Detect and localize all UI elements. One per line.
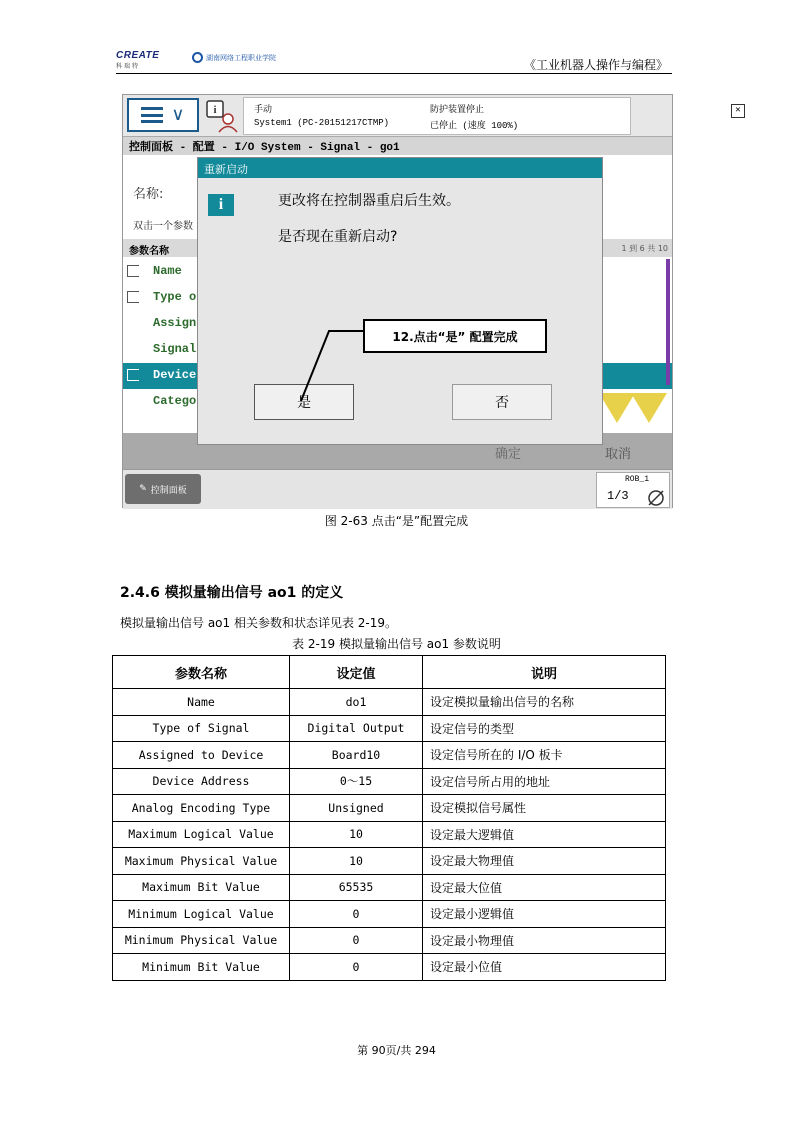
table-row (113, 954, 666, 981)
table-header: 说明 (423, 656, 666, 689)
status-bar (123, 95, 741, 137)
param-label: Type o (153, 290, 197, 304)
hint-text: 双击一个参数 (133, 221, 193, 232)
create-logo-sub: 科瑞特 (116, 63, 141, 70)
rob-fraction: 1/3 (607, 489, 629, 503)
scrollbar[interactable] (666, 259, 670, 385)
breadcrumb: 控制面板 - 配置 - I/O System - Signal - go1 (129, 142, 400, 154)
table-row (113, 874, 666, 901)
taskbar (123, 469, 672, 509)
param-name-cell: Maximum Physical Value (113, 848, 290, 875)
close-icon[interactable]: ✕ (731, 104, 745, 118)
param-label: Device (153, 368, 197, 382)
param-desc-cell: 设定信号所占用的地址 (423, 768, 666, 795)
param-name-cell: Maximum Bit Value (113, 874, 290, 901)
event-log-icon[interactable] (205, 99, 239, 133)
status-guard: 防护装置停止 (430, 105, 485, 115)
param-name-cell: Type of Signal (113, 715, 290, 742)
control-panel-task[interactable] (125, 474, 201, 504)
table-row (113, 901, 666, 928)
college-logo-text: 湖南网络工程职业学院 (206, 53, 276, 62)
ok-button[interactable]: 确定 (495, 447, 522, 462)
hamburger-icon (141, 107, 163, 123)
param-desc-cell: 设定最大位值 (423, 874, 666, 901)
info-icon: i (208, 194, 234, 216)
page-header (116, 44, 672, 74)
param-name-cell: Minimum Bit Value (113, 954, 290, 981)
param-desc-cell: 设定最小物理值 (423, 927, 666, 954)
quickset-button[interactable] (596, 472, 670, 508)
table-row (113, 689, 666, 716)
param-value-cell: Unsigned (290, 795, 423, 822)
param-value-cell: 10 (290, 848, 423, 875)
table-row (113, 821, 666, 848)
param-desc-cell: 设定最大逻辑值 (423, 821, 666, 848)
param-value-cell: 0 (290, 927, 423, 954)
param-desc-cell: 设定最小逻辑值 (423, 901, 666, 928)
param-label: Catego (153, 394, 197, 408)
param-icon (127, 369, 139, 381)
rob-label: ROB_1 (625, 475, 650, 484)
param-value-cell: do1 (290, 689, 423, 716)
param-desc-cell: 设定最小位值 (423, 954, 666, 981)
status-info (243, 97, 741, 135)
table-caption: 表 2-19 模拟量输出信号 ao1 参数说明 (292, 637, 501, 651)
table-row (113, 927, 666, 954)
param-icon (127, 291, 139, 303)
wrench-icon: ✎ (139, 484, 147, 494)
param-name-cell: Assigned to Device (113, 742, 290, 769)
param-label: Signal (153, 342, 197, 356)
create-logo (116, 50, 182, 70)
college-emblem-icon (192, 52, 203, 63)
dialog-title: 重新启动 (198, 158, 602, 178)
table-row (113, 715, 666, 742)
speed-icon (645, 487, 667, 507)
table-row (113, 768, 666, 795)
param-value-cell: Digital Output (290, 715, 423, 742)
param-value-cell: 65535 (290, 874, 423, 901)
figure-caption: 图 2-63 点击“是”配置完成 (324, 514, 469, 528)
param-desc-cell: 设定模拟量输出信号的名称 (423, 689, 666, 716)
cancel-button[interactable]: 取消 (605, 447, 632, 462)
param-name-cell: Minimum Physical Value (113, 927, 290, 954)
paragraph: 模拟量输出信号 ao1 相关参数和状态详见表 2-19。 (120, 616, 398, 630)
param-label: Name (153, 264, 182, 278)
param-desc-cell: 设定信号所在的 I/O 板卡 (423, 742, 666, 769)
control-panel-task-label: 控制面板 (150, 485, 187, 496)
scroll-down-icon[interactable] (599, 393, 635, 423)
table-header: 设定值 (290, 656, 423, 689)
yes-button[interactable]: 是 (254, 384, 354, 420)
table-row (113, 795, 666, 822)
parameter-table (112, 655, 666, 981)
table-header: 参数名称 (113, 656, 290, 689)
scroll-down-icon[interactable] (631, 393, 667, 423)
param-name-cell: Device Address (113, 768, 290, 795)
dialog-message-1: 更改将在控制器重启后生效。 (278, 193, 460, 209)
column-header-label: 参数名称 (129, 246, 169, 257)
callout-annotation: 12.点击“是” 配置完成 (363, 319, 547, 353)
table-row (113, 848, 666, 875)
table-header-row (113, 656, 666, 689)
param-name-cell: Minimum Logical Value (113, 901, 290, 928)
param-desc-cell: 设定最大物理值 (423, 848, 666, 875)
param-name-cell: Maximum Logical Value (113, 821, 290, 848)
section-title: 2.4.6 模拟量输出信号 ao1 的定义 (120, 585, 344, 601)
status-mode: 手动 (254, 105, 273, 115)
name-label: 名称: (133, 187, 164, 202)
no-button[interactable]: 否 (452, 384, 552, 420)
paging-info: 1 到 6 共 10 (621, 244, 668, 253)
param-icon (127, 265, 139, 277)
flexpendant-screenshot (122, 94, 741, 508)
college-logo (192, 52, 276, 63)
param-value-cell: 10 (290, 821, 423, 848)
status-state: 已停止 (速度 100%) (430, 121, 519, 131)
param-label: Assign (153, 316, 197, 330)
param-name-cell: Name (113, 689, 290, 716)
table-row (113, 742, 666, 769)
create-logo-word: CREATE (116, 50, 160, 61)
param-value-cell: 0～15 (290, 768, 423, 795)
restart-dialog (197, 157, 603, 445)
main-menu-button[interactable] (127, 98, 199, 132)
param-desc-cell: 设定模拟信号属性 (423, 795, 666, 822)
param-desc-cell: 设定信号的类型 (423, 715, 666, 742)
book-title: 《工业机器人操作与编程》 (523, 58, 668, 72)
param-value-cell: Board10 (290, 742, 423, 769)
svg-text:i: i (213, 104, 217, 116)
page-footer: 第 90页/共 294 (357, 1044, 436, 1057)
param-value-cell: 0 (290, 901, 423, 928)
param-name-cell: Analog Encoding Type (113, 795, 290, 822)
dialog-message-2: 是否现在重新启动? (278, 229, 398, 245)
chevron-down-icon: ∨ (171, 104, 185, 125)
param-value-cell: 0 (290, 954, 423, 981)
status-system: System1 (PC-20151217CTMP) (254, 118, 390, 128)
